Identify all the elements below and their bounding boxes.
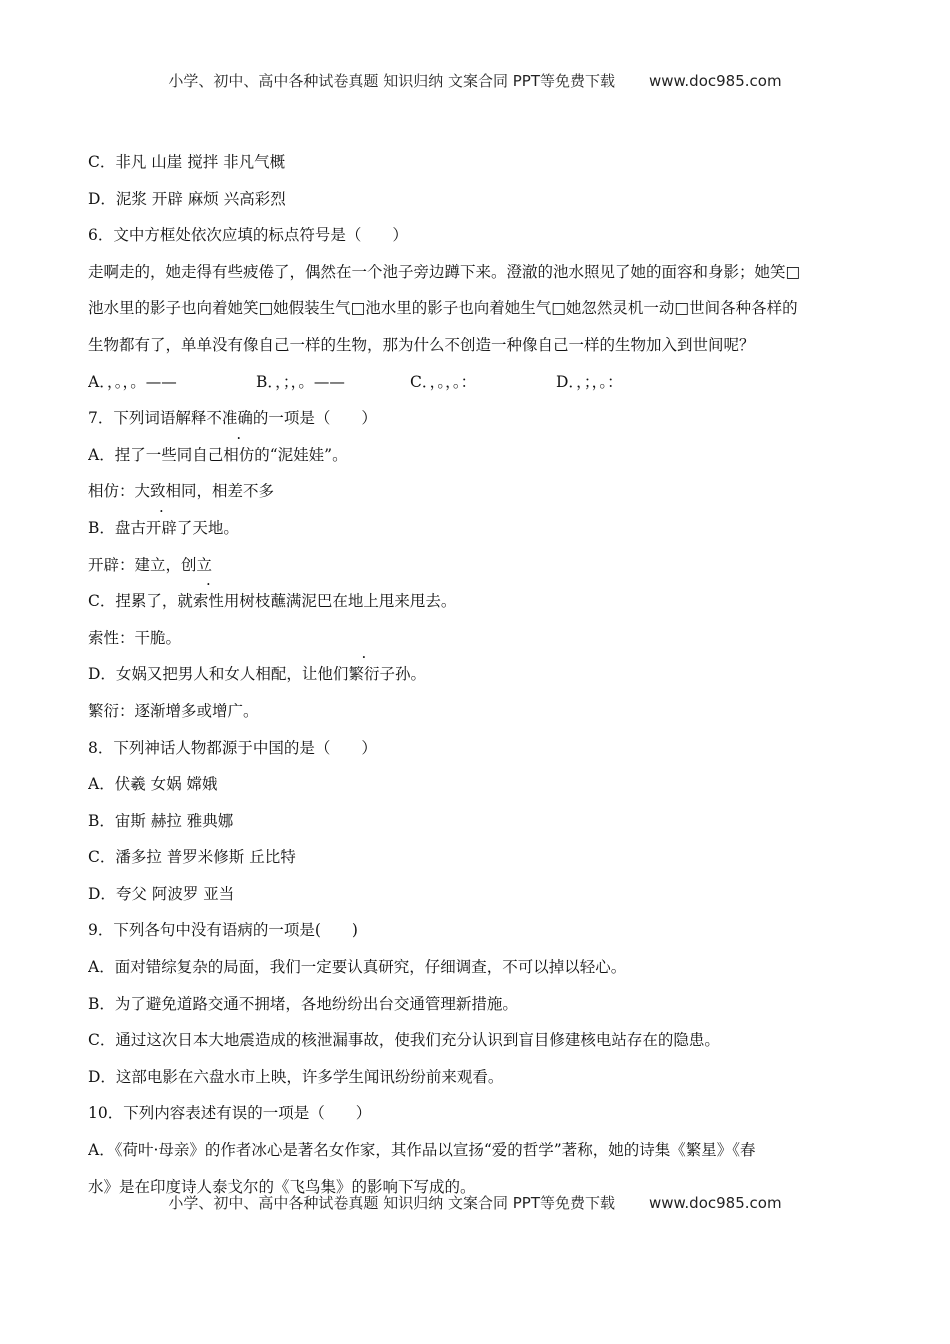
q6-passage-line-2: 池水里的影子也向着她笑□她假装生气□池水里的影子也向着她生气□她忽然灵机一动□世间各种各样的 — [88, 299, 798, 318]
q7-a-text-end: 的“泥娃娃”。 — [254, 445, 348, 464]
q7-b-explanation: 开辟：建立，创立 — [88, 555, 213, 574]
footer-site: www.doc985.com — [648, 1194, 782, 1212]
header-text: 小学、初中、高中各种试卷真题 知识归纳 文案合同 PPT等免费下载 — [168, 72, 615, 90]
q7-option-d — [88, 656, 868, 693]
q6-options — [88, 364, 868, 401]
q7-d-explanation: 繁衍：逐渐增多或增广。 — [88, 701, 259, 720]
footer-text: 小学、初中、高中各种试卷真题 知识归纳 文案合同 PPT等免费下载 — [168, 1194, 615, 1212]
q7-b-text-end: 了天地。 — [176, 518, 239, 537]
q7-option-a — [88, 437, 868, 474]
q9-option-c: C．通过这次日本大地震造成的核泄漏事故，使我们充分认识到盲目修建核电站存在的隐患。 — [88, 1031, 720, 1050]
q7-stem: 7．下列词语解释不准确的一项是（ ） — [88, 409, 377, 428]
q7-c-text-end: 用树枝蘸满泥巴在地上甩来甩去。 — [223, 592, 457, 611]
q6-passage-line-1: 走啊走的，她走得有些疲倦了，偶然在一个池子旁边蹲下来。澄澈的池水照见了她的面容和身影；她笑□ — [88, 262, 801, 281]
q7-c-explanation: 索性：干脆。 — [88, 628, 182, 647]
q7-a-explanation: 相仿：大致相同，相差不多 — [88, 482, 275, 501]
q6-stem: 6．文中方框处依次应填的标点符号是（ ） — [88, 226, 408, 245]
q7-d-text: D．女娲又把男人和女人相配，让他们 — [88, 665, 349, 684]
q8-option-c: C．潘多拉 普罗米修斯 丘比特 — [88, 848, 296, 867]
q6-option-b: B．，；，。—— — [256, 372, 345, 391]
q9-stem: 9．下列各句中没有语病的一项是( ) — [88, 921, 358, 940]
q6-passage-line-3: 生物都有了，单单没有像自己一样的生物，那为什么不创造一种像自己一样的生物加入到世间呢？ — [88, 335, 755, 354]
document-body — [88, 144, 868, 1205]
q8-option-a: A．伏羲 女娲 嫦娥 — [88, 775, 218, 794]
q7-a-emphasis: 相仿 — [223, 445, 255, 464]
q6-option-a: A．，。，。—— — [88, 372, 177, 391]
q9-option-a: A．面对错综复杂的局面，我们一定要认真研究，仔细调查，不可以掉以轻心。 — [88, 958, 627, 977]
q8-stem: 8．下列神话人物都源于中国的是（ ） — [88, 738, 377, 757]
q7-option-c — [88, 583, 868, 620]
q7-a-text: A．捏了一些同自己 — [88, 445, 224, 464]
q7-option-b — [88, 510, 868, 547]
q10-option-a-line-2: 水》是在印度诗人泰戈尔的《飞鸟集》的影响下写成的。 — [88, 1177, 476, 1196]
q7-c-emphasis: 索性 — [192, 592, 224, 611]
q9-option-d: D．这部电影在六盘水市上映，许多学生闻讯纷纷前来观看。 — [88, 1067, 504, 1086]
page-header — [0, 70, 950, 91]
q7-c-text: C．捏累了，就 — [88, 592, 193, 611]
q10-option-a-line-1: A．《荷叶·母亲》的作者冰心是著名女作家，其作品以宣扬“爱的哲学”著称，她的诗集《繁星》《春 — [88, 1141, 756, 1160]
q8-option-d: D．夸父 阿波罗 亚当 — [88, 884, 235, 903]
q9-option-b: B．为了避免道路交通不拥堵，各地纷纷出台交通管理新措施。 — [88, 994, 518, 1013]
page-footer — [0, 1192, 950, 1213]
header-site: www.doc985.com — [648, 72, 782, 90]
q7-b-emphasis: 开辟 — [145, 518, 177, 537]
q7-b-text: B．盘古 — [88, 518, 146, 537]
q5-option-c: C．非凡 山崖 搅拌 非凡气概 — [88, 153, 286, 171]
q7-d-emphasis: 繁衍 — [348, 665, 380, 684]
q8-option-b: B．宙斯 赫拉 雅典娜 — [88, 811, 234, 830]
q6-option-d: D．，；，。： — [556, 372, 623, 391]
q7-d-text-end: 子孙。 — [379, 665, 426, 684]
q10-stem: 10．下列内容表述有误的一项是（ ） — [88, 1104, 372, 1123]
q5-option-d: D．泥浆 开辟 麻烦 兴高彩烈 — [88, 189, 286, 208]
q6-option-c: C．，。，。： — [410, 372, 477, 391]
